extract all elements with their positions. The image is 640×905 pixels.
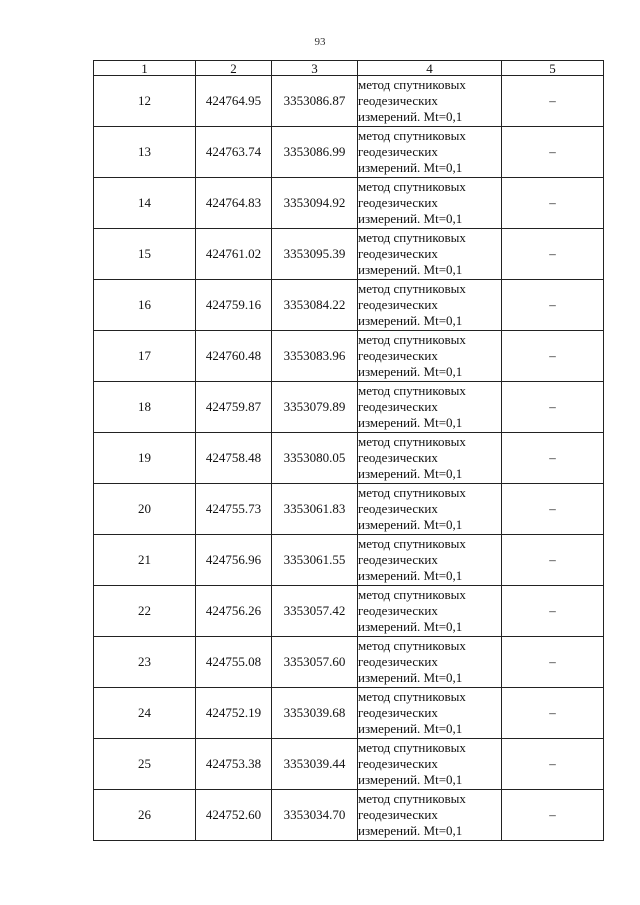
- point-number-cell: 18: [94, 382, 196, 433]
- page-number: 93: [314, 36, 326, 48]
- method-cell: [358, 739, 502, 790]
- point-number-cell: 14: [94, 178, 196, 229]
- y-coordinate-cell: 3353079.89: [272, 382, 358, 433]
- point-number-cell: 20: [94, 484, 196, 535]
- y-coordinate-cell: 3353061.83: [272, 484, 358, 535]
- method-text-line: измерений. Mt=0,1: [358, 721, 463, 736]
- note-cell: –: [502, 688, 604, 739]
- note-cell: –: [502, 280, 604, 331]
- method-text-line: метод спутниковых: [358, 689, 466, 704]
- method-text-line: геодезических: [358, 705, 438, 720]
- point-number-cell: 12: [94, 76, 196, 127]
- y-coordinate-cell: 3353080.05: [272, 433, 358, 484]
- note-cell: –: [502, 535, 604, 586]
- table-row: [94, 535, 604, 586]
- method-text-line: метод спутниковых: [358, 128, 466, 143]
- method-text-line: геодезических: [358, 399, 438, 414]
- method-cell: [358, 280, 502, 331]
- x-coordinate-cell: 424763.74: [196, 127, 272, 178]
- method-cell: [358, 535, 502, 586]
- y-coordinate-cell: 3353039.68: [272, 688, 358, 739]
- method-text-line: геодезических: [358, 756, 438, 771]
- header-col-5: 5: [502, 61, 604, 76]
- header-col-1: 1: [94, 61, 196, 76]
- method-text-line: измерений. Mt=0,1: [358, 568, 463, 583]
- y-coordinate-cell: 3353034.70: [272, 790, 358, 841]
- y-coordinate-cell: 3353057.60: [272, 637, 358, 688]
- method-text-line: геодезических: [358, 348, 438, 363]
- method-text-line: геодезических: [358, 195, 438, 210]
- method-text-line: геодезических: [358, 144, 438, 159]
- header-col-3: 3: [272, 61, 358, 76]
- point-number-cell: 13: [94, 127, 196, 178]
- method-cell: [358, 127, 502, 178]
- method-text-line: метод спутниковых: [358, 179, 466, 194]
- table-row: [94, 586, 604, 637]
- method-text-line: измерений. Mt=0,1: [358, 160, 463, 175]
- x-coordinate-cell: 424764.95: [196, 76, 272, 127]
- method-text-line: измерений. Mt=0,1: [358, 109, 463, 124]
- x-coordinate-cell: 424756.26: [196, 586, 272, 637]
- method-text-line: метод спутниковых: [358, 791, 466, 806]
- x-coordinate-cell: 424759.87: [196, 382, 272, 433]
- point-number-cell: 21: [94, 535, 196, 586]
- note-cell: –: [502, 586, 604, 637]
- method-text-line: метод спутниковых: [358, 332, 466, 347]
- method-cell: [358, 433, 502, 484]
- note-cell: –: [502, 76, 604, 127]
- method-text-line: метод спутниковых: [358, 383, 466, 398]
- x-coordinate-cell: 424761.02: [196, 229, 272, 280]
- table-row: [94, 127, 604, 178]
- table-row: [94, 790, 604, 841]
- y-coordinate-cell: 3353086.99: [272, 127, 358, 178]
- header-col-4: 4: [358, 61, 502, 76]
- note-cell: –: [502, 331, 604, 382]
- method-cell: [358, 331, 502, 382]
- table-row: [94, 331, 604, 382]
- method-cell: [358, 484, 502, 535]
- table-row: [94, 76, 604, 127]
- method-text-line: измерений. Mt=0,1: [358, 517, 463, 532]
- method-cell: [358, 637, 502, 688]
- method-text-line: геодезических: [358, 450, 438, 465]
- point-number-cell: 24: [94, 688, 196, 739]
- y-coordinate-cell: 3353095.39: [272, 229, 358, 280]
- method-text-line: метод спутниковых: [358, 740, 466, 755]
- method-text-line: геодезических: [358, 246, 438, 261]
- method-cell: [358, 229, 502, 280]
- method-text-line: геодезических: [358, 654, 438, 669]
- method-cell: [358, 382, 502, 433]
- method-text-line: измерений. Mt=0,1: [358, 466, 463, 481]
- table-row: [94, 382, 604, 433]
- y-coordinate-cell: 3353084.22: [272, 280, 358, 331]
- table-header-row: [94, 61, 604, 76]
- table-row: [94, 280, 604, 331]
- x-coordinate-cell: 424758.48: [196, 433, 272, 484]
- point-number-cell: 17: [94, 331, 196, 382]
- note-cell: –: [502, 433, 604, 484]
- header-col-2: 2: [196, 61, 272, 76]
- table-row: [94, 178, 604, 229]
- point-number-cell: 26: [94, 790, 196, 841]
- point-number-cell: 25: [94, 739, 196, 790]
- table-row: [94, 637, 604, 688]
- point-number-cell: 23: [94, 637, 196, 688]
- method-cell: [358, 688, 502, 739]
- method-cell: [358, 790, 502, 841]
- point-number-cell: 19: [94, 433, 196, 484]
- method-text-line: метод спутниковых: [358, 536, 466, 551]
- method-text-line: измерений. Mt=0,1: [358, 415, 463, 430]
- note-cell: –: [502, 178, 604, 229]
- x-coordinate-cell: 424752.60: [196, 790, 272, 841]
- method-text-line: измерений. Mt=0,1: [358, 211, 463, 226]
- method-cell: [358, 178, 502, 229]
- method-text-line: геодезических: [358, 603, 438, 618]
- coordinates-table: [93, 60, 604, 841]
- method-text-line: измерений. Mt=0,1: [358, 313, 463, 328]
- table-row: [94, 229, 604, 280]
- note-cell: –: [502, 739, 604, 790]
- method-text-line: метод спутниковых: [358, 281, 466, 296]
- y-coordinate-cell: 3353057.42: [272, 586, 358, 637]
- y-coordinate-cell: 3353061.55: [272, 535, 358, 586]
- table-row: [94, 688, 604, 739]
- method-text-line: метод спутниковых: [358, 230, 466, 245]
- y-coordinate-cell: 3353086.87: [272, 76, 358, 127]
- method-text-line: метод спутниковых: [358, 587, 466, 602]
- table-row: [94, 484, 604, 535]
- method-text-line: геодезических: [358, 501, 438, 516]
- point-number-cell: 22: [94, 586, 196, 637]
- method-text-line: геодезических: [358, 552, 438, 567]
- note-cell: –: [502, 127, 604, 178]
- y-coordinate-cell: 3353094.92: [272, 178, 358, 229]
- y-coordinate-cell: 3353039.44: [272, 739, 358, 790]
- note-cell: –: [502, 484, 604, 535]
- x-coordinate-cell: 424755.08: [196, 637, 272, 688]
- note-cell: –: [502, 637, 604, 688]
- method-text-line: измерений. Mt=0,1: [358, 619, 463, 634]
- x-coordinate-cell: 424764.83: [196, 178, 272, 229]
- x-coordinate-cell: 424756.96: [196, 535, 272, 586]
- table-row: [94, 739, 604, 790]
- method-text-line: геодезических: [358, 297, 438, 312]
- method-text-line: измерений. Mt=0,1: [358, 772, 463, 787]
- point-number-cell: 16: [94, 280, 196, 331]
- method-cell: [358, 76, 502, 127]
- method-text-line: измерений. Mt=0,1: [358, 262, 463, 277]
- method-text-line: метод спутниковых: [358, 638, 466, 653]
- method-text-line: метод спутниковых: [358, 434, 466, 449]
- method-text-line: метод спутниковых: [358, 77, 466, 92]
- note-cell: –: [502, 229, 604, 280]
- method-cell: [358, 586, 502, 637]
- x-coordinate-cell: 424752.19: [196, 688, 272, 739]
- method-text-line: геодезических: [358, 807, 438, 822]
- note-cell: –: [502, 382, 604, 433]
- y-coordinate-cell: 3353083.96: [272, 331, 358, 382]
- table-row: [94, 433, 604, 484]
- x-coordinate-cell: 424753.38: [196, 739, 272, 790]
- x-coordinate-cell: 424759.16: [196, 280, 272, 331]
- method-text-line: измерений. Mt=0,1: [358, 364, 463, 379]
- method-text-line: геодезических: [358, 93, 438, 108]
- method-text-line: измерений. Mt=0,1: [358, 670, 463, 685]
- method-text-line: измерений. Mt=0,1: [358, 823, 463, 838]
- note-cell: –: [502, 790, 604, 841]
- x-coordinate-cell: 424755.73: [196, 484, 272, 535]
- point-number-cell: 15: [94, 229, 196, 280]
- x-coordinate-cell: 424760.48: [196, 331, 272, 382]
- method-text-line: метод спутниковых: [358, 485, 466, 500]
